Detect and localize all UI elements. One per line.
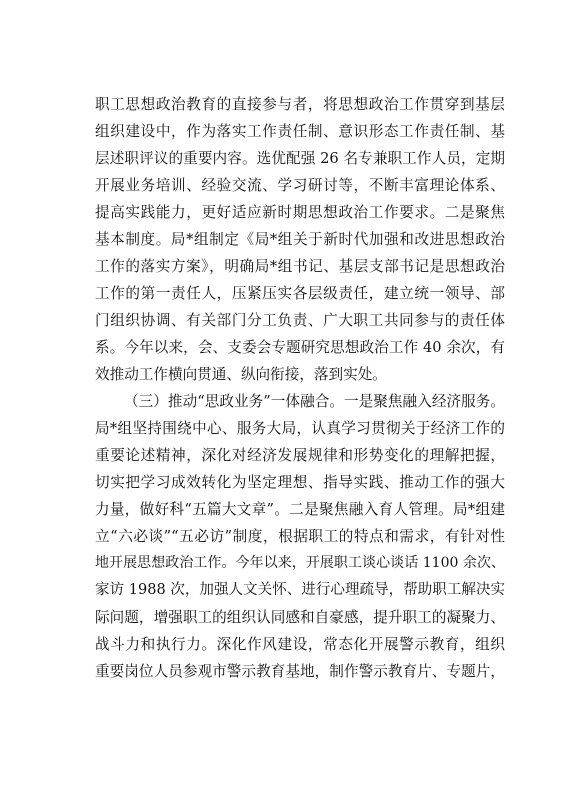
text-line: 工作的第一责任人，压紧压实各层级责任，建立统一领导、部 [95,285,505,302]
text-line: 立“六必谈”“五必访”制度，根据职工的特点和需求，有针对性 [95,528,505,545]
paragraph-last-line: 效推动工作横向贯通、纵向衔接，落到实处。 [95,366,387,383]
text-line: 际问题，增强职工的组织认同感和自豪感，提升职工的凝聚力、 [95,609,505,626]
text-line: 地开展思想政治工作。今年以来，开展职工谈心谈话 1100 余次、 [95,555,505,571]
text-line: 组织建设中，作为落实工作责任制、意识形态工作责任制、基 [95,123,505,140]
text-line: 职工思想政治教育的直接参与者，将思想政治工作贯穿到基层 [95,96,505,113]
text-line: 力量，做好科“五篇大文章”。二是聚焦融入育人管理。局*组建 [95,501,505,518]
text-line: 重要论述精神，深化对经济发展规律和形势变化的理解把握， [95,447,505,464]
text-line: 重要岗位人员参观市警示教育基地，制作警示教育片、专题片， [95,663,505,680]
text-line: 系。今年以来，会、支委会专题研究思想政治工作 40 余次，有 [95,339,505,356]
text-line: 工作的落实方案》，明确局*组书记、基层支部书记是思想政治 [95,258,505,275]
section-heading-line: （三）推动“思政业务”一体融合。一是聚焦融入经济服务。 [124,393,505,410]
text-line: 战斗力和执行力。深化作风建设，常态化开展警示教育，组织 [95,636,505,653]
text-line: 层述职评议的重要内容。选优配强 26 名专兼职工作人员，定期 [95,150,505,167]
text-line: 切实把学习成效转化为坚定理想、指导实践、推动工作的强大 [95,474,505,491]
text-line: 提高实践能力，更好适应新时期思想政治工作要求。二是聚焦 [95,204,505,221]
text-line: 家访 1988 次，加强人文关怀、进行心理疏导，帮助职工解决实 [95,582,505,598]
text-line: 门组织协调、有关部门分工负责、广大职工共同参与的责任体 [95,312,505,329]
body-text [95,91,505,685]
text-line: 局*组坚持围绕中心、服务大局，认真学习贯彻关于经济工作的 [95,420,505,437]
text-line: 基本制度。局*组制定《局*组关于新时代加强和改进思想政治 [95,231,505,248]
text-line: 开展业务培训、经验交流、学习研讨等，不断丰富理论体系、 [95,177,505,194]
